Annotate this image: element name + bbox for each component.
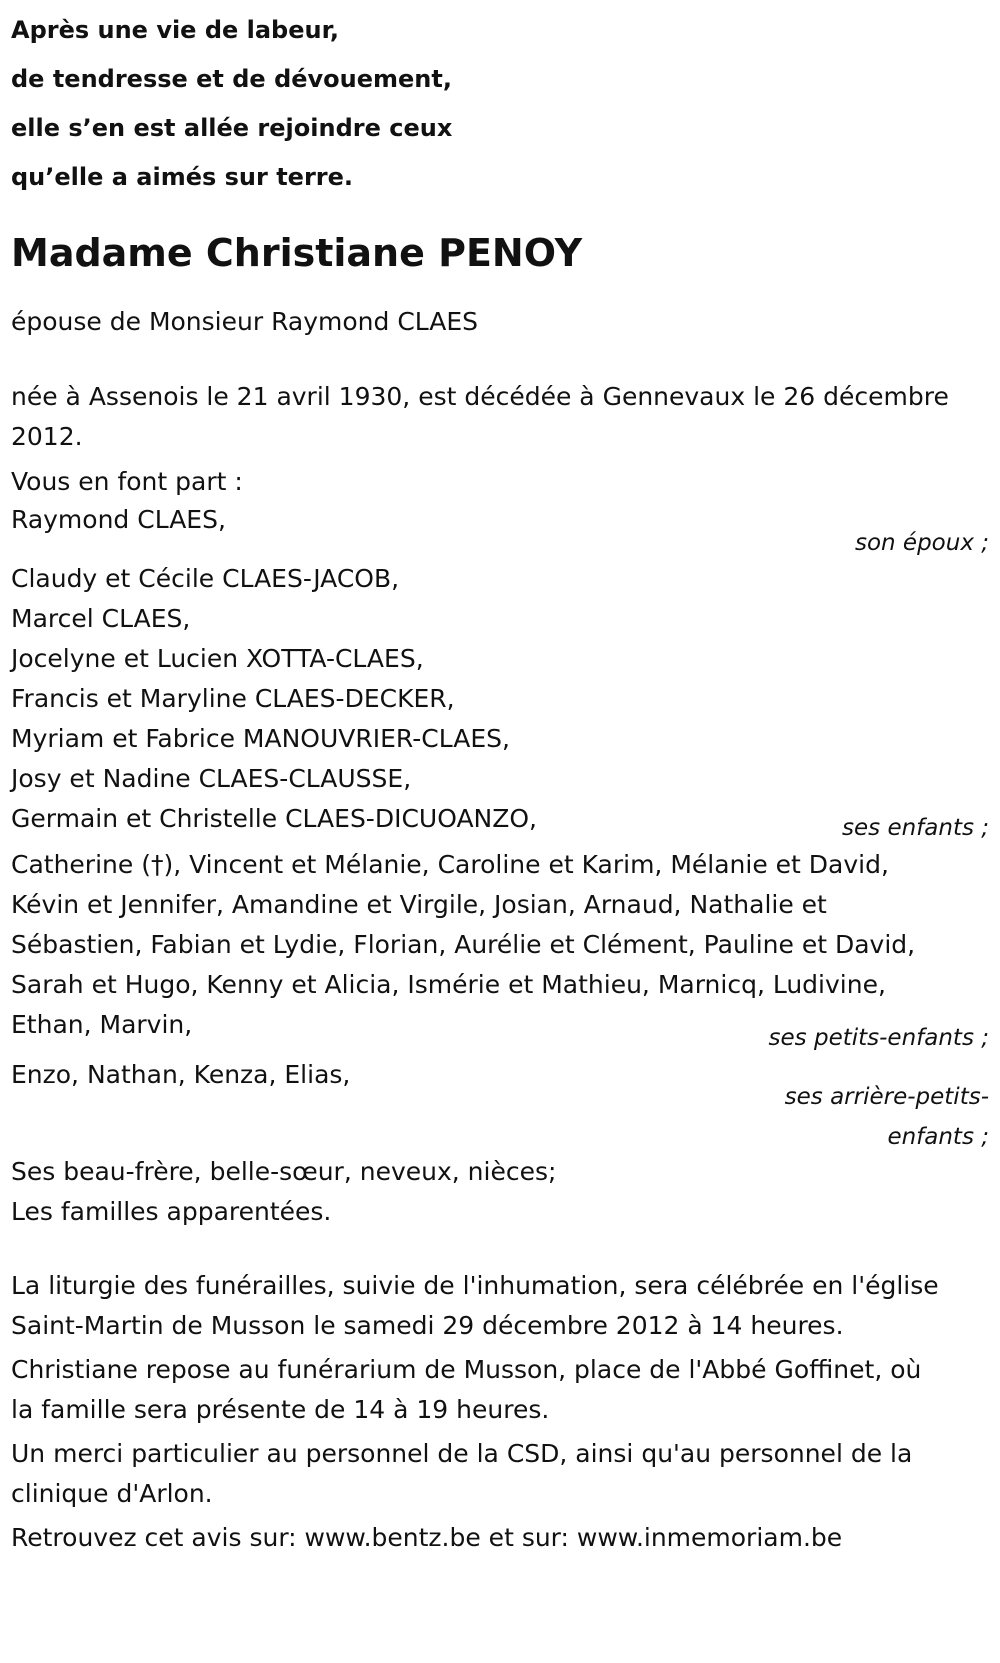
deceased-name: Madame Christiane PENOY — [11, 231, 583, 275]
grandchildren-role: ses petits-enfants ; — [768, 1025, 989, 1051]
epigraph-line: de tendresse et de dévouement, — [11, 65, 452, 93]
thanks-line: clinique d'Arlon. — [11, 1479, 213, 1508]
funeral-info-line: La liturgie des funérailles, suivie de l'inhumation, sera célébrée en l'église — [11, 1271, 939, 1300]
viewing-info-line: Christiane repose au funérarium de Musson, place de l'Abbé Goffinet, où — [11, 1355, 922, 1384]
child-entry: Jocelyne et Lucien XOTTA-CLAES, — [11, 644, 424, 673]
thanks-line: Un merci particulier au personnel de la CSD, ainsi qu'au personnel de la — [11, 1439, 913, 1468]
great-grandchildren-role-line: ses arrière-petits- — [784, 1084, 989, 1110]
great-grandchildren-role-line: enfants ; — [887, 1124, 989, 1150]
spouse-names: Raymond CLAES, — [11, 505, 226, 534]
children-role: ses enfants ; — [842, 815, 989, 841]
other-family-line: Les familles apparentées. — [11, 1197, 332, 1226]
birth-death-statement — [11, 377, 989, 457]
grandchildren-line: Sébastien, Fabian et Lydie, Florian, Aurélie et Clément, Pauline et David, — [11, 930, 916, 959]
child-entry: Francis et Maryline CLAES-DECKER, — [11, 684, 455, 713]
announcement-intro: Vous en font part : — [11, 467, 243, 496]
grandchildren-list — [11, 845, 989, 1045]
child-entry: Claudy et Cécile CLAES-JACOB, — [11, 564, 400, 593]
other-family-line: Ses beau-frère, belle-sœur, neveux, nièces; — [11, 1157, 557, 1186]
birth-death-line: née à Assenois le 21 avril 1930, est décédée à Gennevaux le 26 décembre — [11, 382, 949, 411]
spouse-role: son époux ; — [854, 530, 989, 556]
child-entry: Josy et Nadine CLAES-CLAUSSE, — [11, 764, 412, 793]
other-family — [11, 1152, 989, 1232]
funeral-info — [11, 1266, 989, 1346]
child-entry: Marcel CLAES, — [11, 604, 191, 633]
epigraph — [11, 6, 452, 202]
great-grandchildren-names: Enzo, Nathan, Kenza, Elias, — [11, 1060, 351, 1089]
epigraph-line: qu’elle a aimés sur terre. — [11, 163, 354, 191]
children-list — [11, 559, 989, 839]
great-grandchildren-role — [785, 1077, 989, 1157]
grandchildren-line: Sarah et Hugo, Kenny et Alicia, Ismérie et Mathieu, Marnicq, Ludivine, — [11, 970, 886, 999]
epigraph-line: elle s’en est allée rejoindre ceux — [11, 114, 453, 142]
child-entry: Myriam et Fabrice MANOUVRIER-CLAES, — [11, 724, 510, 753]
grandchildren-line: Catherine (†), Vincent et Mélanie, Caroline et Karim, Mélanie et David, — [11, 850, 889, 879]
spouse-line: épouse de Monsieur Raymond CLAES — [11, 307, 479, 336]
funeral-info-line: Saint-Martin de Musson le samedi 29 décembre 2012 à 14 heures. — [11, 1311, 844, 1340]
epigraph-line: Après une vie de labeur, — [11, 16, 340, 44]
viewing-info-line: la famille sera présente de 14 à 19 heures. — [11, 1395, 550, 1424]
grandchildren-line: Kévin et Jennifer, Amandine et Virgile, Josian, Arnaud, Nathalie et — [11, 890, 827, 919]
grandchildren-line: Ethan, Marvin, — [11, 1010, 193, 1039]
thanks-message — [11, 1434, 989, 1514]
birth-death-line: 2012. — [11, 422, 83, 451]
footer-websites: Retrouvez cet avis sur: www.bentz.be et sur: www.inmemoriam.be — [11, 1523, 843, 1552]
child-entry: Germain et Christelle CLAES-DICUOANZO, — [11, 804, 538, 833]
viewing-info — [11, 1350, 989, 1430]
